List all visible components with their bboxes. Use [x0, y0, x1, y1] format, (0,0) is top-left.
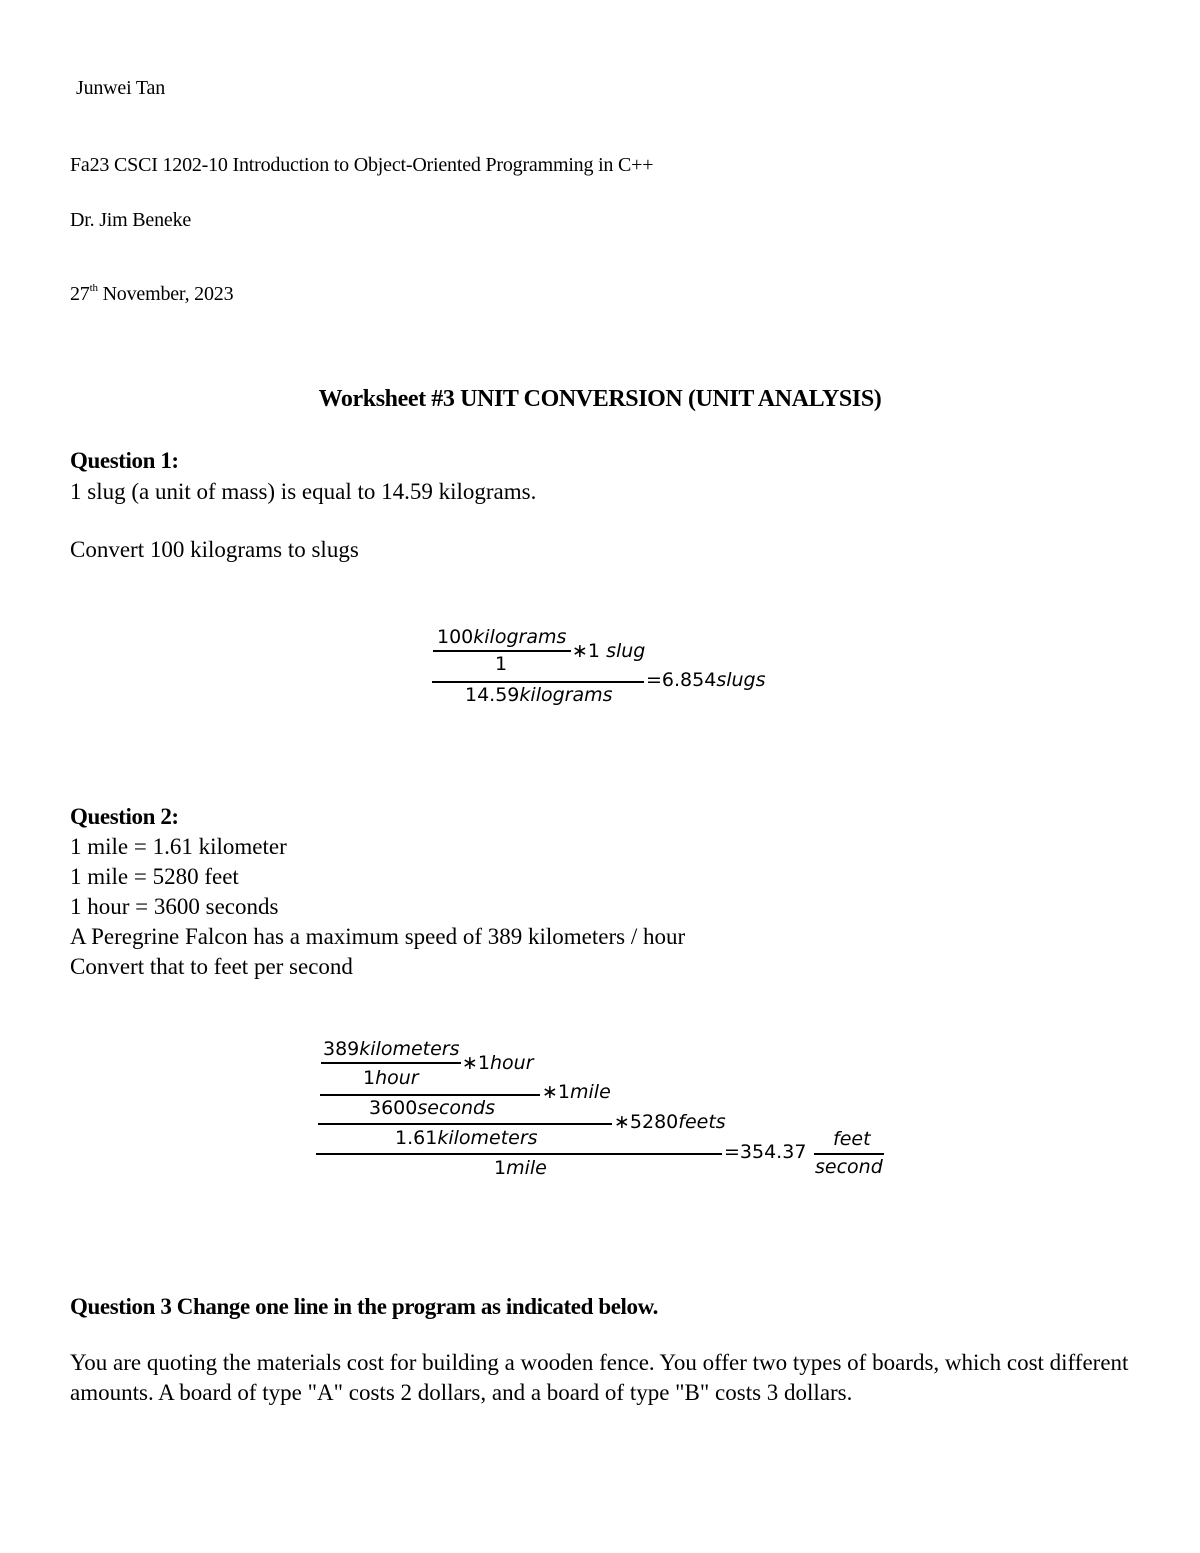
q2-main-bar [316, 1153, 722, 1155]
q2-d2: 3600seconds [369, 1097, 496, 1119]
q2-result-denominator: second [815, 1156, 883, 1178]
question-2-line: A Peregrine Falcon has a maximum speed of 389 kilometers / hour [70, 924, 686, 949]
q1-result: =6.854slugs [646, 669, 766, 691]
author-name: Junwei Tan [76, 77, 165, 99]
q1-multiplier: ∗1 slug [572, 640, 646, 662]
question-2-line: Convert that to feet per second [70, 954, 353, 979]
q1-main-fraction-bar [432, 681, 644, 683]
q2-bar-1 [321, 1062, 461, 1064]
worksheet-title: Worksheet #3 UNIT CONVERSION (UNIT ANALYSIS) [318, 386, 882, 412]
q2-m3: ∗5280feets [614, 1111, 726, 1133]
q2-result-bar [814, 1153, 884, 1155]
question-3-heading: Question 3 Change one line in the program as indicated below. [70, 1294, 658, 1319]
q2-m2: ∗1mile [542, 1081, 611, 1103]
question-1-given: 1 slug (a unit of mass) is equal to 14.59 kilograms. [70, 479, 537, 504]
q2-d4: 1mile [494, 1157, 547, 1179]
q1-numerator: 100kilograms [437, 626, 567, 648]
q2-result-numerator: feet [833, 1128, 871, 1150]
date-suffix: th [89, 282, 98, 294]
question-3-body: You are quoting the materials cost for building a wooden fence. You offer two types of boards, which cost different amounts. A board of type "A" costs 2 dollars, and a board of type "B" costs 3 dollars. [70, 1350, 1129, 1405]
question-1-task: Convert 100 kilograms to slugs [70, 537, 359, 562]
date-day: 27 [70, 283, 90, 305]
q2-n1: 389kilometers [323, 1038, 460, 1060]
question-2-line: 1 mile = 5280 feet [70, 864, 239, 889]
q2-m1: ∗1hour [462, 1052, 534, 1074]
date-rest: November, 2023 [97, 283, 234, 305]
q2-result: =354.37 [724, 1141, 807, 1163]
instructor-name: Dr. Jim Beneke [70, 209, 192, 231]
question-1-heading: Question 1: [70, 448, 179, 473]
question-2-line: 1 hour = 3600 seconds [70, 894, 279, 919]
q2-bar-3 [318, 1123, 612, 1125]
q1-inner-fraction-bar [433, 650, 571, 652]
q1-denominator: 14.59kilograms [465, 684, 613, 706]
q2-d3: 1.61kilometers [395, 1127, 538, 1149]
q2-bar-2 [320, 1094, 540, 1096]
q2-d1: 1hour [363, 1067, 419, 1089]
question-2-heading: Question 2: [70, 804, 179, 829]
course-name: Fa23 CSCI 1202-10 Introduction to Object-Oriented Programming in C++ [70, 154, 654, 176]
document-date [70, 283, 233, 306]
q1-inner-denominator: 1 [495, 653, 508, 675]
question-2-line: 1 mile = 1.61 kilometer [70, 834, 287, 859]
